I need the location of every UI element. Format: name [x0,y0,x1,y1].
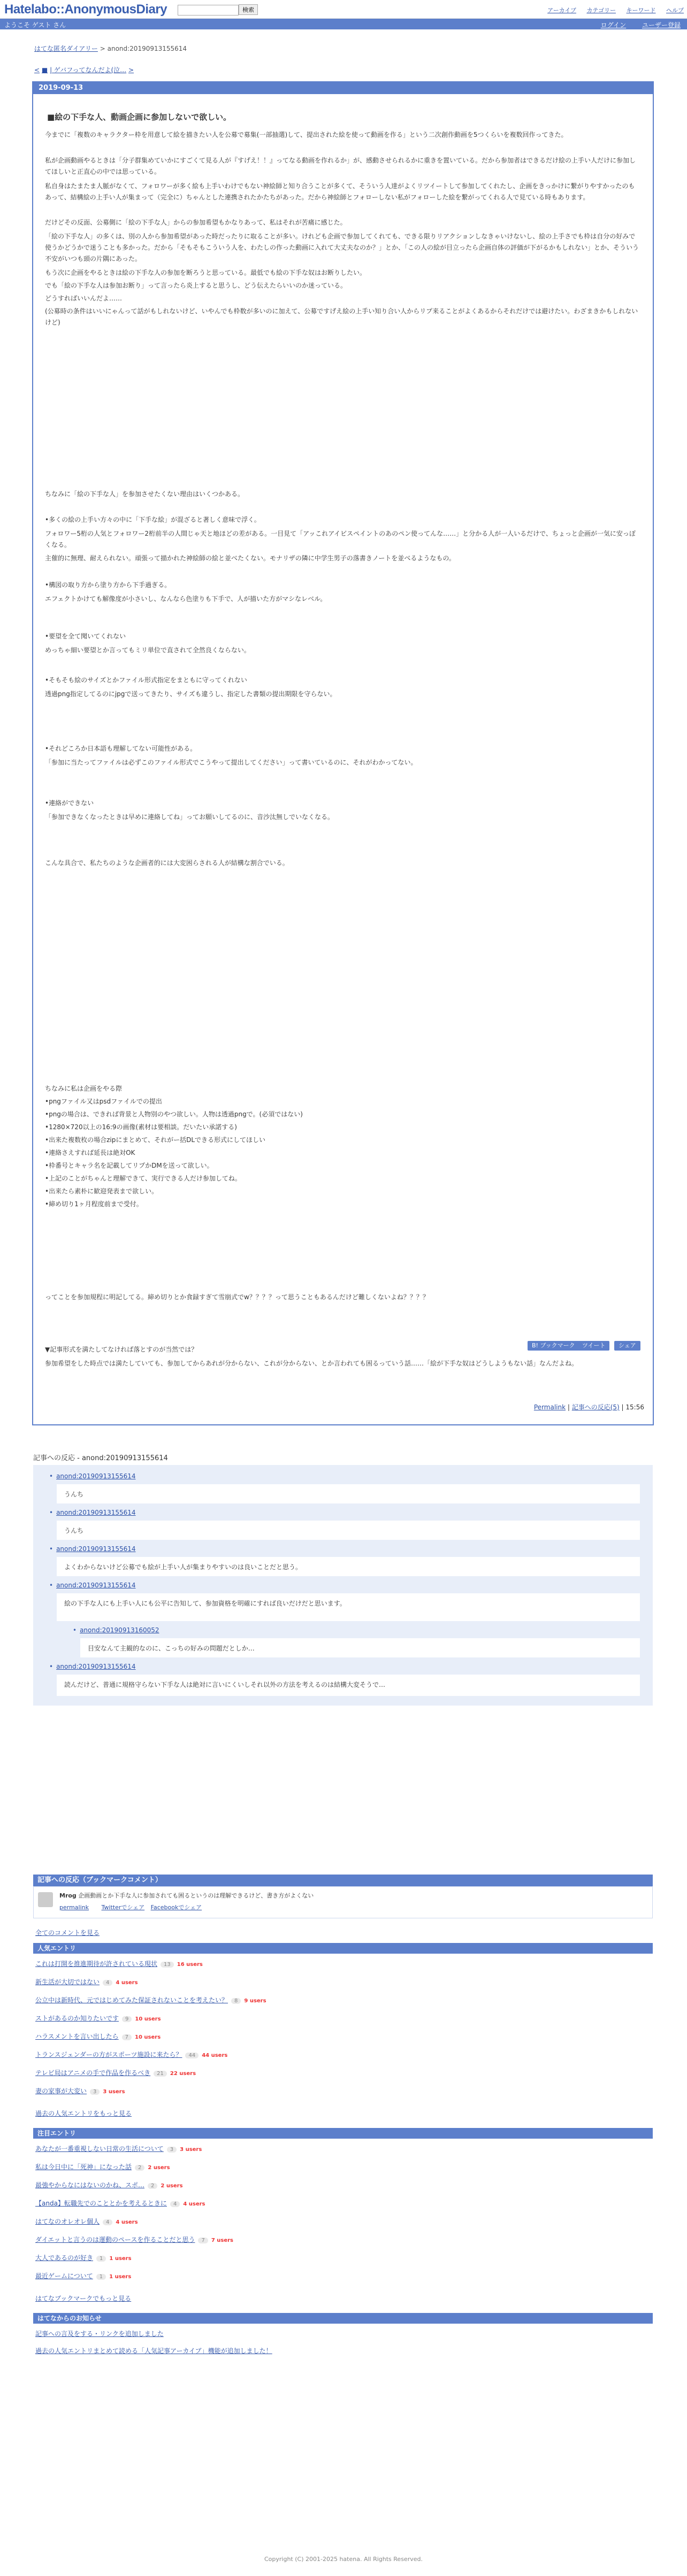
paragraph: 「参加に当たってファイルは必ずこのファイル形式でこうやって提出してください」って書いているのに、それがわかってない。 [45,759,417,766]
popular-entry [35,2068,196,2077]
paragraph: •pngの場合は、できれば背景と人物別のやつ欲しい。人物は透過pngで。(必須ではない) [45,1110,303,1118]
bookmark-count: 4 [103,2219,112,2225]
reactions-link[interactable]: 記事への反応(5) [571,1403,620,1411]
paragraph: もう次に企画をやるときは絵の下手な人の参加を断ろうと思っている。最低でも絵の下手な奴はお断りしたい。 [45,269,367,276]
pager-next-arrow[interactable]: > [128,66,134,74]
bookmark-comments-head: 記事への反応（ブックマークコメント） [33,1875,653,1886]
pager-home-icon[interactable]: ■ [41,66,48,74]
hot-head: 注目エントリ [33,2128,653,2139]
users-badge[interactable]: 44 users [202,2053,228,2058]
users-badge[interactable]: 7 users [211,2238,234,2243]
response-body: 読んだけど、普通に規格守らない下手な人は絶対に言いにくいしそれ以外の方法を考えるのは結構大変そうで… [57,1675,640,1696]
users-badge[interactable]: 22 users [170,2071,196,2077]
users-badge[interactable]: 4 users [116,1980,138,1986]
paragraph: •締め切り1ヶ月程度前まで受付。 [45,1200,143,1208]
news-item[interactable]: 記事への言及をする・リンクを追加しました [35,2330,164,2338]
hot-entry [35,2162,170,2171]
nav-archive[interactable]: アーカイブ [547,7,576,14]
entry-link[interactable]: あなたが一番重視しない日常の生活について [35,2145,164,2153]
hatena-bookmark-button[interactable]: B! ブックマーク [528,1341,579,1351]
bookmark-count: 4 [170,2201,180,2207]
bookmark-count: 3 [167,2147,177,2153]
paragraph: どうすればいいんだよ…… [45,295,123,302]
news-head: はてなからのお知らせ [33,2313,653,2324]
popular-entry [35,2050,227,2059]
users-badge[interactable]: 4 users [183,2201,205,2207]
top-nav [539,6,684,14]
bookmark-count: 7 [198,2238,208,2243]
article-date: 2019-09-13 [33,82,653,94]
popular-head: 人気エントリ [33,1943,653,1954]
response-item [73,1626,159,1634]
entry-link[interactable]: 最強やからなにはないのかね、スポ… [35,2181,145,2189]
bookmark-permalink[interactable]: permalink [59,1904,89,1911]
bookmark-count: 2 [148,2183,157,2189]
hot-entry [35,2180,183,2189]
users-badge[interactable]: 9 users [244,1998,266,2004]
login-link[interactable]: ログイン [600,21,627,29]
paragraph: エフェクトかけても解像度が小さいし、なんなら色塗りも下手で、人が描いた方がマシなレベル。 [45,595,327,603]
bullet-icon: • [49,1582,54,1589]
paragraph: •多くの絵の上手い方々の中に「下手な絵」が混ざると著しく意味で浮く。 [45,516,261,523]
all-comments-link[interactable]: 全てのコメントを見る [35,1929,100,1937]
paragraph: フォロワー5桁の人気とフォロワー2桁前半の人間じゃ天と地ほどの差がある。一目見て「アッこれアイビスペイントのあのペン使ってんな……」と分かる人が一人いるだけで、ちょっと企画が一気に安っぽくなる。 [45,530,636,549]
hot-entry [35,2144,202,2153]
bookmark-links [59,1903,202,1911]
paragraph: •1280×720以上の16:9の画像(素材は要相談。だいたい承諾する) [45,1123,237,1131]
response-body: うんち [57,1484,640,1503]
bookmark-count: 1 [96,2256,106,2262]
entry-link[interactable]: 大人であるのが好き [35,2254,94,2262]
hot-more-link[interactable]: はてなブックマークでもっと見る [35,2295,132,2302]
paragraph: •それどころか日本語も理解してない可能性がある。 [45,745,197,752]
entry-link[interactable]: ストがあるのか知りたいです [35,2015,119,2022]
bookmark-text: 企画動画とか下手な人に参加されても困るというのは理解できるけど、書き方がよくない [78,1892,314,1899]
response-link[interactable]: anond:20190913160052 [80,1626,159,1634]
greeting: ようこそ ゲスト さん [4,21,66,29]
paragraph: •構図の取り方から塗り方から下手過ぎる。 [45,581,171,589]
response-link[interactable]: anond:20190913155614 [56,1582,136,1589]
register-link[interactable]: ユーザー登録 [642,21,681,29]
response-item [49,1509,136,1516]
site-logo[interactable]: Hatelabo::AnonymousDiary [4,2,167,17]
popular-entry [35,1959,203,1968]
paragraph: 私が企画動画やるときは「分子群集めていかにすごくて見る人が『すげえ！！』ってなる動画を作れるか」が、感動させられるかに重きを置いている。だから参加者はできるだけ絵の上手い人だけに参加してほしいと正直心の中では思っている。 [45,157,636,175]
top-bar [0,0,687,19]
tweet-button[interactable]: ツイート [578,1341,609,1351]
entry-link[interactable]: はてなのオレオレ個人 [35,2218,100,2225]
facebook-share-link[interactable]: Facebookでシェア [150,1904,202,1911]
paragraph: •pngファイル又はpsdファイルでの提出 [45,1098,162,1105]
bookmark-count: 9 [122,2016,132,2022]
users-badge[interactable]: 1 users [109,2256,132,2262]
bookmark-comments [33,1886,653,1918]
paragraph: ってことを参加規程に明記してる。締め切りとか食録すぎて雪崩式でw？？？？って思うこともあるんだけど難しくないよね？？？？ [45,1293,429,1301]
bullet-icon: • [49,1472,54,1480]
entry-link[interactable]: ハラスメントを言い出したら [35,2033,119,2040]
popular-more-link[interactable]: 過去の人気エントリをもっと見る [35,2110,132,2117]
entry-link[interactable]: 新生活が大切ではない [35,1978,100,1986]
paragraph: (公募時の条件はいいにゃんって話がもしれないけど、いやんでも枠数が多いのに加えて、公募ですげえ絵の上手い知り合い人からリプ来ることがよくあるからそれだけでは避けたい。わざまきかもしれないけど) [45,307,638,326]
paragraph: •出来たら素朴に歓迎発表まで欲しい。 [45,1187,158,1195]
paragraph: だけどその反面、公募側に「絵の下手な人」からの参加希望もかなりあって、私はそれが苦痛に感じた。 [45,219,347,226]
users-badge[interactable]: 4 users [116,2219,138,2225]
pager-next[interactable]: | ゲバフってなんだよ(泣… [50,66,127,74]
entry-link[interactable]: 妻の家事が大変い [35,2087,87,2095]
popular-entry [35,2086,125,2095]
bookmark-count: 21 [154,2071,167,2077]
popular-entry [35,1977,138,1986]
bullet-icon: • [49,1663,54,1670]
paragraph: •そもそも絵のサイズとかファイル形式指定をまともに守ってくれない [45,676,247,684]
paragraph: 「絵の下手な人」の多くは、別の人から参加希望があった時だったりに取ることが多い。けれども企画で参加してくれても、できる限りリアクションしなきゃいけないし、絵の上手さでも枠は自分の好みで使うかどうかで迷うことも多かった。だから「そもそもこういう人を、わたしの作った動画に入れて大丈夫なのか？」とか、「この人の絵が目立ったら企画自体の評価が下がるかもしれない」とか、そういう不安がいつも頭の片隅にあった。 [45,233,639,263]
bookmark-count: 3 [90,2089,100,2095]
bookmark-count: 8 [231,1998,241,2004]
nav-help[interactable]: ヘルプ [666,7,684,14]
paragraph: •枠番号とキャラ名を記載してリプかDMを送って欲しい。 [45,1162,213,1169]
paragraph: •連絡ができない [45,799,94,807]
bookmark-count: 7 [122,2034,132,2040]
users-badge[interactable]: 10 users [135,2016,161,2022]
paragraph: 私自身はたまたま人脈がなくて、フォロワーが多く絵も上手いわけでもない神絵師と知り合うことが多くて、そういう人達がよくリツイートして参加してくれたし、企画をきっかけに繋がりやすかったのもあって、結構絵の上手い人が集まって（完全に）ちゃんとした連携されたかたちがあった。だから神絵師とフォローしない私がフォローした絵を繋がってくれる人で見ている時もあります。 [45,182,635,201]
entry-link[interactable]: 【anda】転職先でのこととかを考えるときに [35,2200,167,2207]
paragraph: 今までに「複数のキャラクター枠を用意して絵を描きたい人を公募で募集(一部抽選)して、提出された絵を使って動画を作る」という二次創作動画を5つくらいを複数回作ってきた。 [45,131,568,138]
users-badge[interactable]: 10 users [135,2034,161,2040]
article [32,81,654,1425]
paragraph: 「参加できなくなったときは早めに連絡してね」ってお願いしてるのに、音沙汰無しでいなくなる。 [45,813,334,821]
popular-entry [35,2014,161,2023]
post-time: 15:56 [625,1403,644,1411]
entry-link[interactable]: ダイエットと言うのは運動のペースを作ることだと思う [35,2236,195,2243]
bookmark-comment [59,1891,314,1900]
users-badge[interactable]: 1 users [109,2274,132,2280]
response-link[interactable]: anond:20190913155614 [56,1545,136,1553]
article-title: ■絵の下手な人、動画企画に参加しないで欲しい。 [47,112,232,122]
paragraph: こんな具合で、私たちのような企画者的には大変困らされる人が結構な割合でいる。 [45,859,289,867]
response-link[interactable]: anond:20190913155614 [56,1472,136,1480]
response-item [49,1472,136,1480]
response-item [49,1582,136,1589]
entry-link[interactable]: 私は今日中に「死神」になった話 [35,2163,132,2171]
popular-entry [35,1995,266,2004]
paragraph: でも「絵の下手な人は参加お断り」って言ったら炎上すると思うし、どう伝えたらいいのか迷っている。 [45,282,347,289]
users-badge[interactable]: 3 users [180,2147,202,2153]
response-body: よくわからないけど公募でも絵が上手い人が集まりやすいのは良いことだと思う。 [57,1557,640,1576]
breadcrumb-home[interactable]: はてな匿名ダイアリー [34,45,98,52]
facebook-share-button[interactable]: シェア [614,1341,640,1351]
bookmark-count: 44 [185,2053,199,2058]
nav-keyword[interactable]: キーワード [626,7,656,14]
entry-link[interactable]: トランスジェンダーの方がスポーツ施設に来たら？ [35,2051,182,2058]
bookmark-count: 13 [161,1962,174,1968]
user-bar [0,19,687,29]
bookmark-count: 2 [135,2165,144,2171]
popular-entry [35,2032,161,2041]
breadcrumb-current: anond:20190913155614 [107,45,187,52]
hot-entry [35,2199,205,2208]
permalink[interactable]: Permalink [533,1403,566,1411]
entry-link[interactable]: テレビ局はアニメの手で作品を作るべき [35,2069,151,2077]
response-item [49,1545,136,1553]
paragraph: •連絡さえすれば延長は絶対OK [45,1149,135,1156]
bookmark-user[interactable]: Mrog [59,1892,77,1899]
hot-entry [35,2217,138,2226]
paragraph: •出来た複数枚の場合zipにまとめて、それがー括DLできる形式にしてほしい [45,1136,266,1144]
response-body: 絵の下手な人にも上手い人にも公平に告知して、参加資格を明確にすれば良いだけだと思います。 [57,1593,640,1621]
news-item[interactable]: 過去の人気エントリまとめて読める「人気記事アーカイブ」機能が追加しました！ [35,2347,272,2355]
breadcrumb [34,44,187,53]
entry-link[interactable]: これは打開を推進期待が許されている現状 [35,1960,158,1968]
paragraph: 透過png指定してるのにjpgで送ってきたり、サイズも違うし、指定した書類の提出期限を守らない。 [45,690,337,698]
users-badge[interactable]: 2 users [161,2183,183,2189]
search-input[interactable] [178,5,239,16]
article-footer: Permalink | 記事への反応(5) | 15:56 [533,1403,644,1411]
breadcrumb-sep: > [97,45,108,52]
bookmark-count: 4 [103,1980,112,1986]
response-body: うんち [57,1521,640,1540]
response-link[interactable]: anond:20190913155614 [56,1509,136,1516]
paragraph: ▼記事形式を満たしてなければ落とすのが当然では？ [45,1346,198,1353]
paragraph: ちなみに「絵の下手な人」を参加させたくない理由はいくつかある。 [45,490,245,498]
bullet-icon: • [49,1509,54,1516]
pager-prev[interactable]: < [34,66,40,74]
bookmark-count: 1 [96,2274,106,2280]
paragraph: めっちゃ細い要望とか言ってもミリ単位で直されて全然良くならない。 [45,646,250,654]
paragraph: ちなみに私は企画をやる際 [45,1085,123,1092]
hot-entry [35,2271,131,2280]
responses-panel [33,1465,653,1706]
hot-entry [35,2235,233,2244]
entry-link[interactable]: 最近ゲームについて [35,2272,93,2280]
copyright: Copyright (C) 2001-2025 hatena. All Rights Reserved. [264,2556,423,2563]
response-body: 目安なんて主観的なのに、こっちの好みの問題だとしか… [80,1638,640,1657]
response-item [49,1663,136,1670]
users-badge[interactable]: 16 users [177,1962,203,1968]
paragraph: 参加希望をした時点では満たしていても、参加してからあれが分からない、これが分からない、とか言われても困るっていう話……「絵が下手な奴はどうしようもない話」なんだよね。 [45,1360,578,1367]
paragraph: 主催的に無理、耐えられない。頑張って描かれた神絵師の絵と並べたくない。モナリザの隣に中学生男子の落書きノートを並べるようなもの。 [45,554,455,562]
search-button[interactable]: 検索 [239,4,258,15]
hot-entry [35,2253,132,2262]
users-badge[interactable]: 2 users [148,2165,170,2171]
paragraph: •要望を全て聞いてくれない [45,633,126,640]
responses-label: 記事への反応 - anond:20190913155614 [33,1454,168,1462]
users-badge[interactable]: 3 users [103,2089,125,2095]
bullet-icon: • [73,1626,77,1634]
twitter-share-link[interactable]: Twitterでシェア [101,1904,145,1911]
response-link[interactable]: anond:20190913155614 [56,1663,136,1670]
paragraph: •上記のことがちゃんと理解できて、実行できる人だけ参加してね。 [45,1175,241,1182]
pager [34,65,134,74]
avatar [38,1892,53,1907]
bullet-icon: • [49,1545,54,1553]
nav-category[interactable]: カテゴリー [586,7,616,14]
entry-link[interactable]: 公立中は新時代、元ではじめてみた保証されないことを考えたい？ [35,1996,228,2004]
user-links [587,20,681,29]
